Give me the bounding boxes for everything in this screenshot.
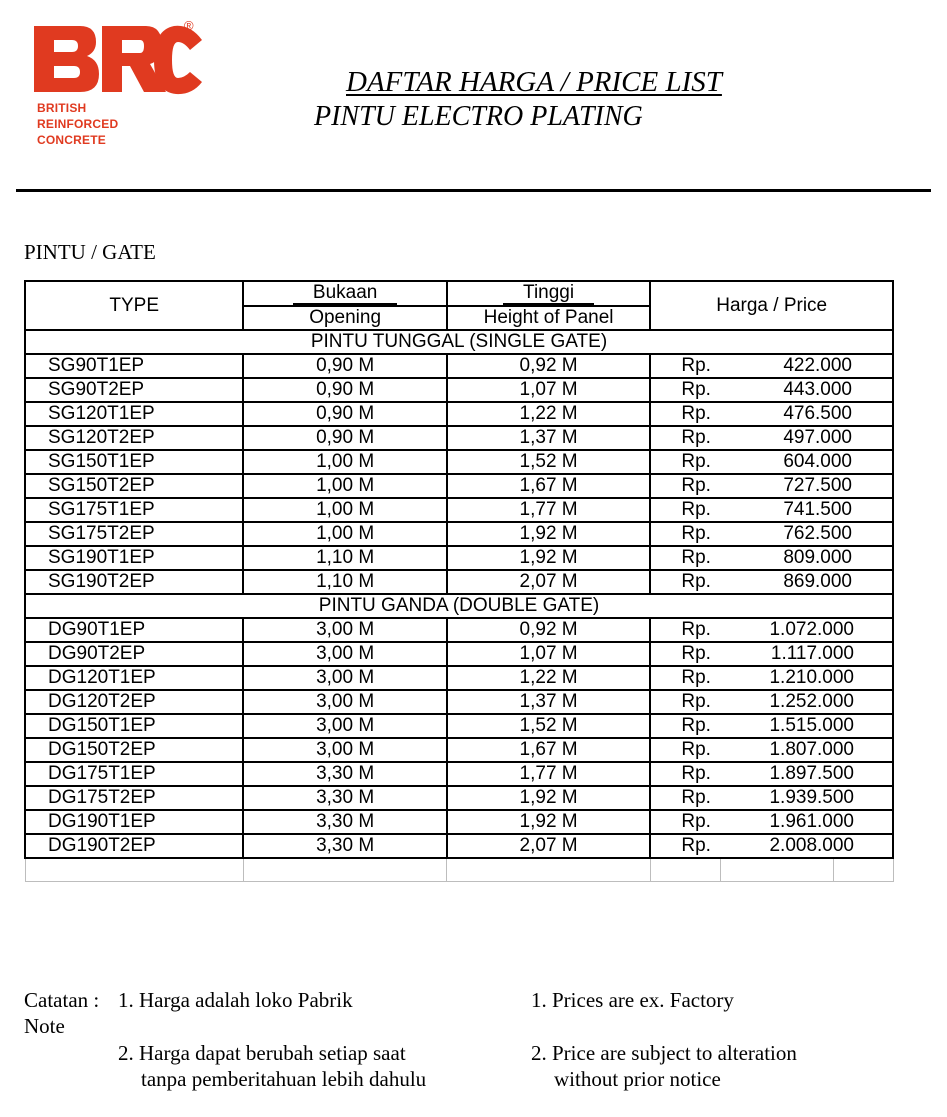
cell-height: 1,22 M <box>447 402 651 426</box>
cell-opening: 1,00 M <box>243 498 446 522</box>
header-opening-en: Opening <box>243 306 446 330</box>
cell-currency: Rp. <box>650 570 720 594</box>
brc-logo-mark <box>32 16 207 101</box>
cell-height: 1,52 M <box>447 714 651 738</box>
cell-opening: 3,00 M <box>243 690 446 714</box>
cell-type: SG175T1EP <box>25 498 243 522</box>
cell-currency: Rp. <box>650 642 720 666</box>
page-title: DAFTAR HARGA / PRICE LIST <box>346 66 722 98</box>
cell-type: DG150T1EP <box>25 714 243 738</box>
group-header: PINTU TUNGGAL (SINGLE GATE) <box>25 330 893 354</box>
cell-currency: Rp. <box>650 810 720 834</box>
cell-price: 1.939.500 <box>720 786 893 810</box>
cell-currency: Rp. <box>650 762 720 786</box>
brc-logo <box>32 16 207 156</box>
cell-price: 422.000 <box>720 354 893 378</box>
cell-type: SG150T1EP <box>25 450 243 474</box>
header-height-en: Height of Panel <box>447 306 651 330</box>
empty-row <box>25 858 893 882</box>
cell-type: SG120T2EP <box>25 426 243 450</box>
cell-currency: Rp. <box>650 402 720 426</box>
cell-opening: 0,90 M <box>243 426 446 450</box>
cell-currency: Rp. <box>650 618 720 642</box>
cell-opening: 3,30 M <box>243 786 446 810</box>
cell-price: 1.210.000 <box>720 666 893 690</box>
cell-height: 1,37 M <box>447 426 651 450</box>
note-label-id: Catatan : <box>24 988 100 1012</box>
cell-opening: 3,30 M <box>243 810 446 834</box>
table-row <box>25 690 893 714</box>
table-row <box>25 642 893 666</box>
cell-opening: 0,90 M <box>243 354 446 378</box>
cell-price: 2.008.000 <box>720 834 893 858</box>
table-row <box>25 402 893 426</box>
cell-price: 476.500 <box>720 402 893 426</box>
table-row <box>25 426 893 450</box>
cell-opening: 3,00 M <box>243 642 446 666</box>
table-row <box>25 450 893 474</box>
cell-currency: Rp. <box>650 690 720 714</box>
cell-price: 727.500 <box>720 474 893 498</box>
table-row <box>25 618 893 642</box>
cell-height: 1,07 M <box>447 642 651 666</box>
cell-height: 1,92 M <box>447 546 651 570</box>
table-row <box>25 762 893 786</box>
cell-type: SG190T2EP <box>25 570 243 594</box>
price-table <box>24 280 894 882</box>
table-row <box>25 570 893 594</box>
header-price: Harga / Price <box>650 281 893 330</box>
cell-opening: 3,30 M <box>243 762 446 786</box>
cell-currency: Rp. <box>650 546 720 570</box>
cell-type: SG175T2EP <box>25 522 243 546</box>
note-item1-id: 1. Harga adalah loko Pabrik <box>118 988 353 1012</box>
cell-opening: 0,90 M <box>243 402 446 426</box>
cell-height: 1,22 M <box>447 666 651 690</box>
table-row <box>25 834 893 858</box>
note-item2-en-line1: 2. Price are subject to alteration <box>531 1041 797 1065</box>
cell-height: 2,07 M <box>447 834 651 858</box>
cell-price: 762.500 <box>720 522 893 546</box>
cell-type: DG190T1EP <box>25 810 243 834</box>
cell-opening: 3,00 M <box>243 618 446 642</box>
cell-price: 1.072.000 <box>720 618 893 642</box>
cell-price: 1.807.000 <box>720 738 893 762</box>
cell-height: 1,92 M <box>447 810 651 834</box>
cell-type: DG175T2EP <box>25 786 243 810</box>
logo-line-reinforced: REINFORCED <box>37 117 119 131</box>
cell-opening: 1,10 M <box>243 546 446 570</box>
header-opening-id: Bukaan <box>243 281 446 306</box>
cell-opening: 0,90 M <box>243 378 446 402</box>
cell-height: 1,92 M <box>447 786 651 810</box>
table-row <box>25 738 893 762</box>
cell-type: DG120T2EP <box>25 690 243 714</box>
cell-price: 497.000 <box>720 426 893 450</box>
logo-line-british: BRITISH <box>37 101 87 115</box>
cell-currency: Rp. <box>650 786 720 810</box>
cell-height: 1,77 M <box>447 762 651 786</box>
table-row <box>25 522 893 546</box>
cell-type: DG150T2EP <box>25 738 243 762</box>
note-item2-id-line2: tanpa pemberitahuan lebih dahulu <box>141 1067 427 1091</box>
table-row <box>25 810 893 834</box>
cell-type: DG90T2EP <box>25 642 243 666</box>
cell-price: 1.961.000 <box>720 810 893 834</box>
cell-price: 1.515.000 <box>720 714 893 738</box>
cell-height: 1,67 M <box>447 474 651 498</box>
cell-currency: Rp. <box>650 714 720 738</box>
note-item1-en: 1. Prices are ex. Factory <box>531 988 734 1012</box>
table-row <box>25 666 893 690</box>
cell-opening: 1,10 M <box>243 570 446 594</box>
cell-height: 1,77 M <box>447 498 651 522</box>
cell-price: 1.897.500 <box>720 762 893 786</box>
cell-height: 0,92 M <box>447 354 651 378</box>
cell-height: 2,07 M <box>447 570 651 594</box>
table-row <box>25 378 893 402</box>
cell-opening: 1,00 M <box>243 474 446 498</box>
cell-price: 1.252.000 <box>720 690 893 714</box>
cell-opening: 3,00 M <box>243 714 446 738</box>
cell-opening: 3,00 M <box>243 666 446 690</box>
cell-currency: Rp. <box>650 834 720 858</box>
table-row <box>25 354 893 378</box>
cell-height: 0,92 M <box>447 618 651 642</box>
cell-currency: Rp. <box>650 450 720 474</box>
note-label-en: Note <box>24 1014 65 1038</box>
note-item2-id-line1: 2. Harga dapat berubah setiap saat <box>118 1041 406 1065</box>
cell-type: SG120T1EP <box>25 402 243 426</box>
table-row <box>25 498 893 522</box>
cell-height: 1,92 M <box>447 522 651 546</box>
header-divider <box>16 189 931 192</box>
cell-height: 1,52 M <box>447 450 651 474</box>
cell-price: 809.000 <box>720 546 893 570</box>
group-header: PINTU GANDA (DOUBLE GATE) <box>25 594 893 618</box>
table-row <box>25 546 893 570</box>
cell-price: 604.000 <box>720 450 893 474</box>
cell-type: SG90T1EP <box>25 354 243 378</box>
cell-type: SG150T2EP <box>25 474 243 498</box>
cell-price: 869.000 <box>720 570 893 594</box>
table-row <box>25 474 893 498</box>
cell-currency: Rp. <box>650 666 720 690</box>
cell-type: DG175T1EP <box>25 762 243 786</box>
header-height-id: Tinggi <box>447 281 651 306</box>
cell-currency: Rp. <box>650 522 720 546</box>
cell-currency: Rp. <box>650 738 720 762</box>
cell-currency: Rp. <box>650 426 720 450</box>
registered-mark: ® <box>184 18 194 33</box>
cell-type: SG190T1EP <box>25 546 243 570</box>
cell-currency: Rp. <box>650 378 720 402</box>
table-row <box>25 714 893 738</box>
cell-price: 1.117.000 <box>720 642 893 666</box>
cell-opening: 3,30 M <box>243 834 446 858</box>
cell-type: DG90T1EP <box>25 618 243 642</box>
section-label: PINTU / GATE <box>24 240 156 264</box>
cell-currency: Rp. <box>650 354 720 378</box>
cell-height: 1,67 M <box>447 738 651 762</box>
logo-line-concrete: CONCRETE <box>37 133 106 147</box>
note-item2-en-line2: without prior notice <box>554 1067 721 1091</box>
cell-type: SG90T2EP <box>25 378 243 402</box>
header-type: TYPE <box>25 281 243 330</box>
cell-opening: 1,00 M <box>243 450 446 474</box>
cell-height: 1,37 M <box>447 690 651 714</box>
cell-opening: 3,00 M <box>243 738 446 762</box>
cell-price: 443.000 <box>720 378 893 402</box>
cell-currency: Rp. <box>650 498 720 522</box>
cell-type: DG120T1EP <box>25 666 243 690</box>
cell-type: DG190T2EP <box>25 834 243 858</box>
cell-currency: Rp. <box>650 474 720 498</box>
cell-height: 1,07 M <box>447 378 651 402</box>
page-subtitle: PINTU ELECTRO PLATING <box>314 101 643 132</box>
table-row <box>25 786 893 810</box>
cell-opening: 1,00 M <box>243 522 446 546</box>
cell-price: 741.500 <box>720 498 893 522</box>
